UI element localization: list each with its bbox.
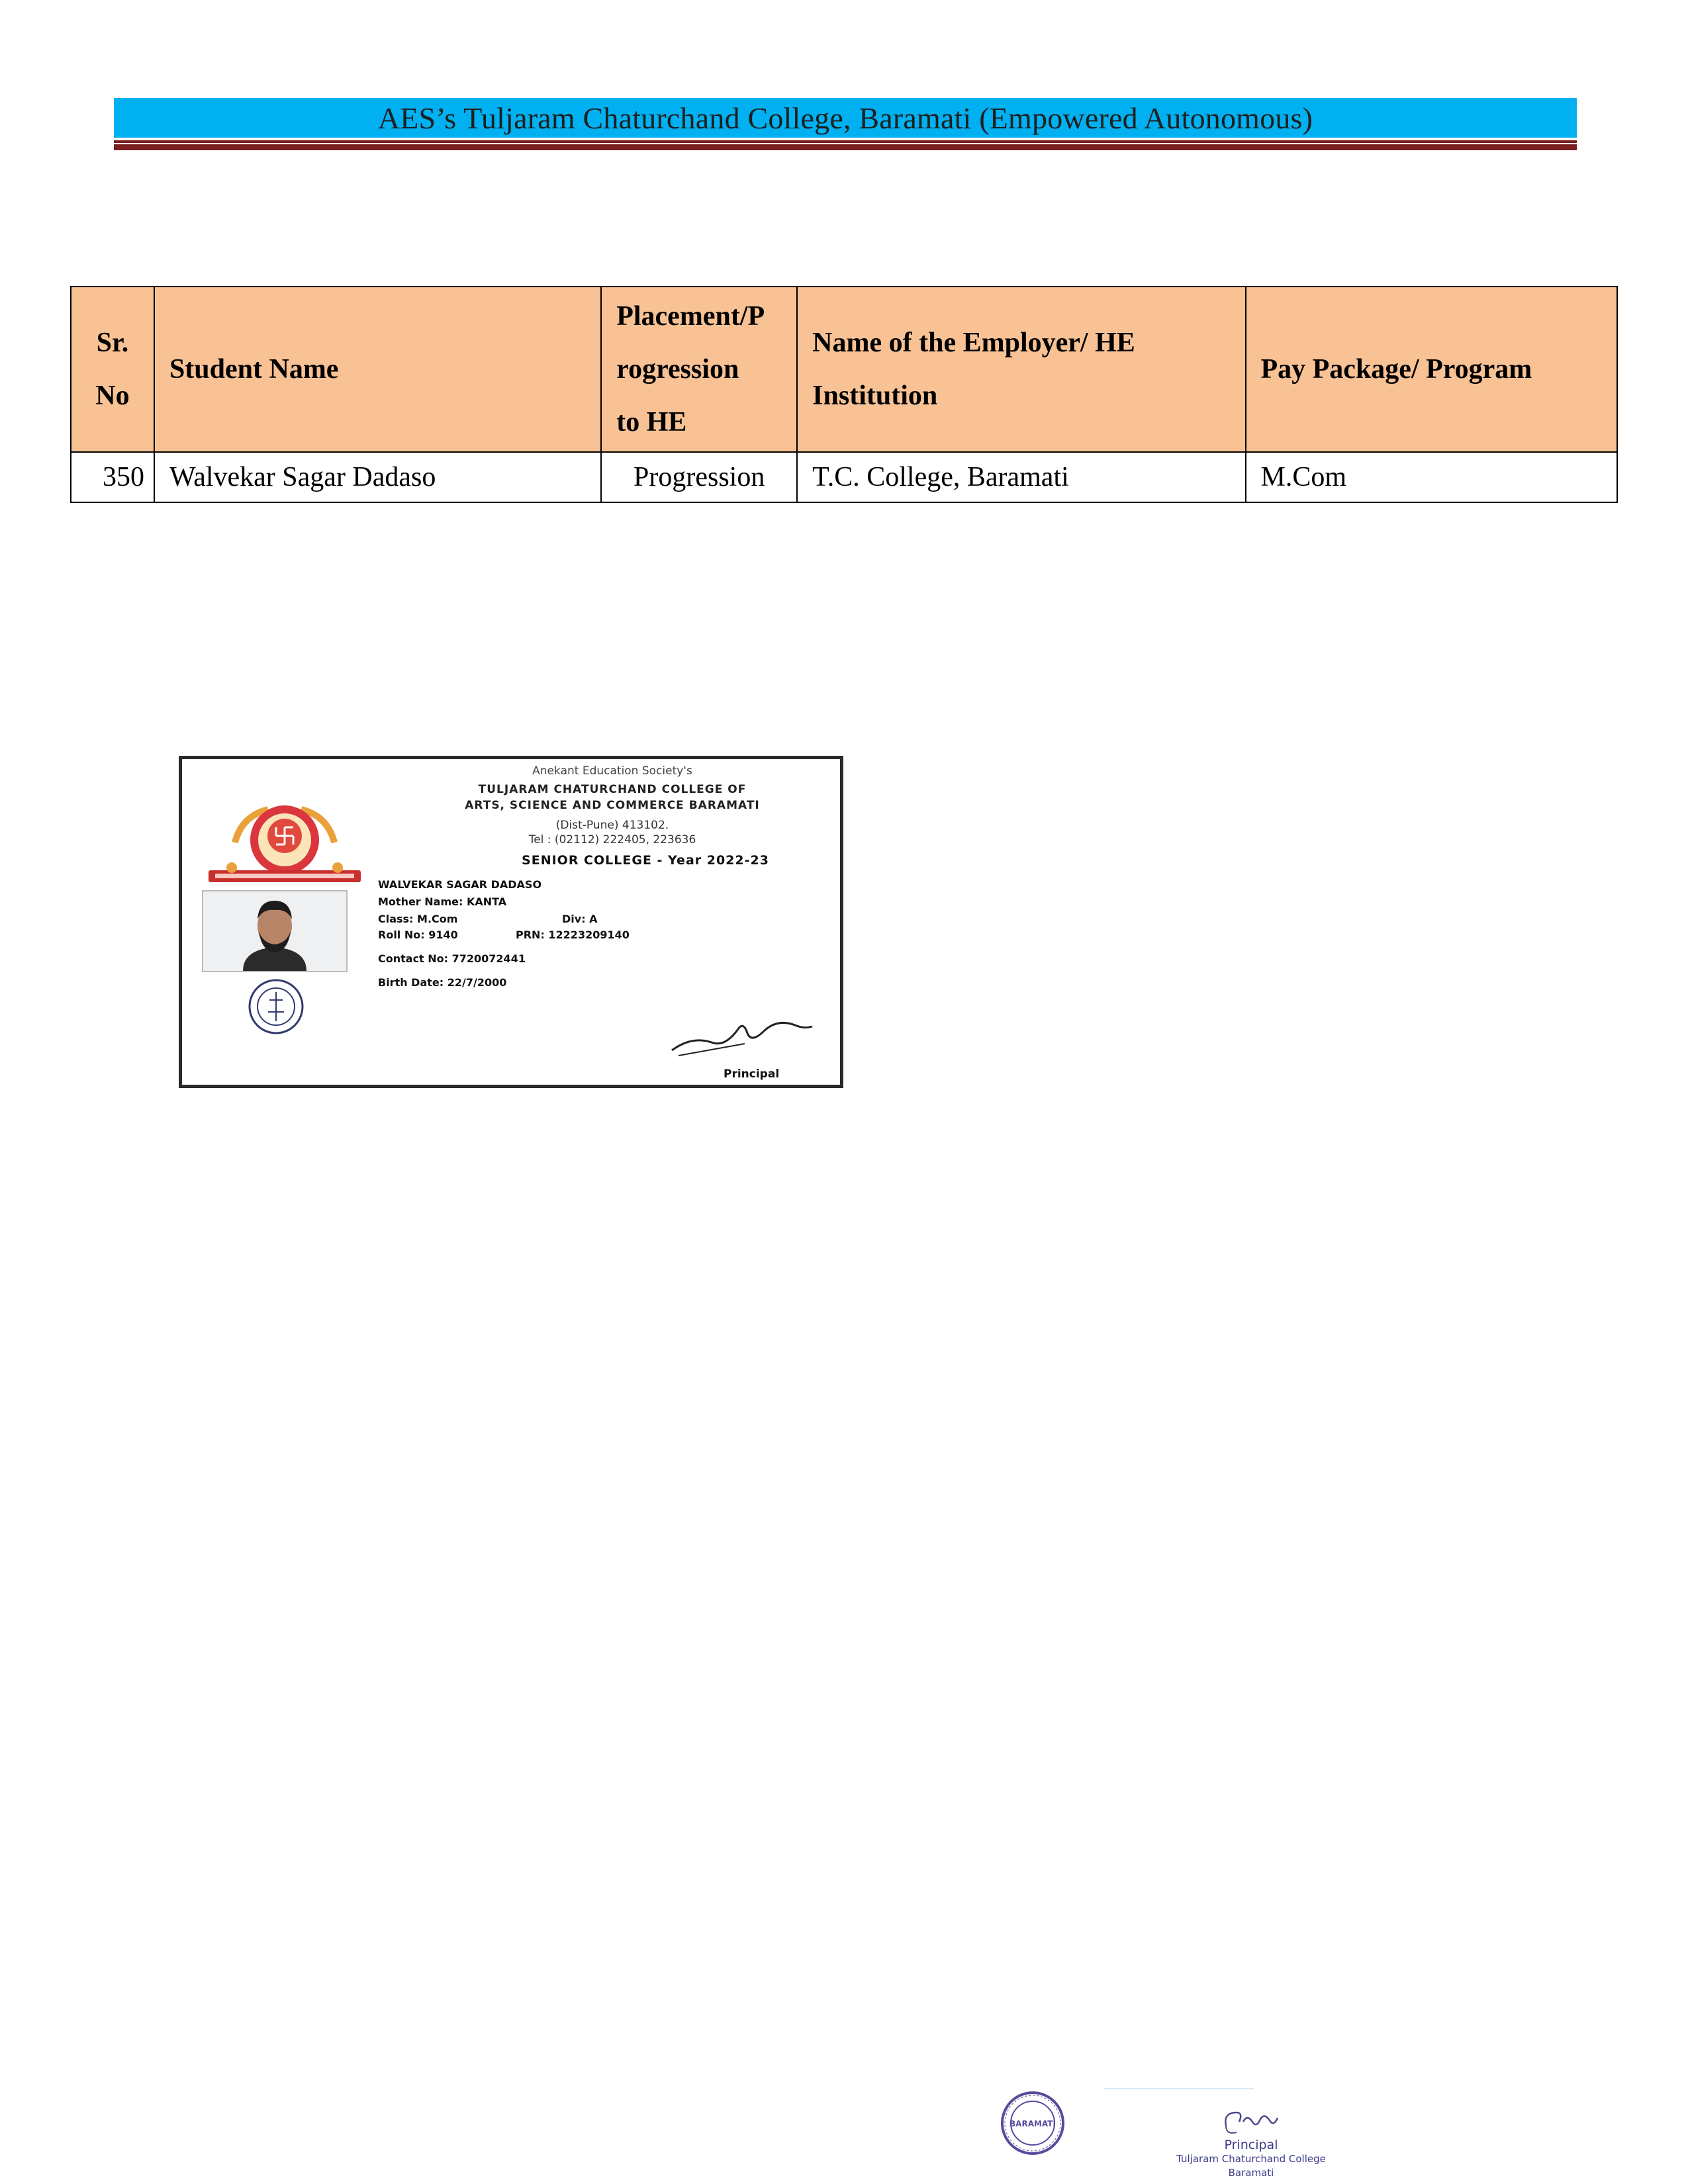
footer-principal: Principal [1224, 2138, 1278, 2152]
footer-college-name: Tuljaram Chaturchand College [1176, 2153, 1326, 2165]
principal-signature-mark-icon [1217, 2106, 1283, 2139]
card-society-name: Anekant Education Society's [532, 764, 692, 778]
header-rule-thick [114, 144, 1577, 150]
header-rule-thin [114, 140, 1577, 143]
card-telephone: Tel : (02112) 222405, 223636 [528, 833, 696, 846]
principal-signature-icon [665, 1009, 818, 1062]
table-row [71, 452, 1617, 502]
card-contact: Contact No: 7720072441 [378, 952, 526, 965]
cell-pay-package: M.Com [1246, 452, 1618, 502]
column-header-sr-no [71, 287, 154, 452]
cell-placement: Progression [601, 452, 797, 502]
college-logo [195, 790, 374, 889]
column-header-employer-line1: Name of the Employer/ HE [812, 328, 1135, 358]
card-roll-no: Roll No: 9140 [378, 929, 458, 941]
card-birth-date: Birth Date: 22/7/2000 [378, 976, 507, 989]
header-title: AES’s Tuljaram Chaturchand College, Baramati (Empowered Autonomous) [377, 101, 1313, 135]
card-student-name: WALVEKAR SAGAR DADASO [378, 878, 542, 891]
placement-table [70, 286, 1618, 503]
card-district: (Dist-Pune) 413102. [555, 819, 669, 832]
column-header-pay-package: Pay Package/ Program [1246, 287, 1618, 452]
student-photo [202, 890, 348, 972]
column-header-employer [797, 287, 1245, 452]
stamp-city: BARAMATI [1009, 2119, 1056, 2128]
college-stamp-icon [1000, 2090, 1066, 2156]
student-id-card [179, 756, 843, 1088]
column-header-sr-line1: Sr. [96, 328, 129, 358]
footer-divider [1104, 2088, 1254, 2089]
cell-sr-no: 350 [71, 452, 154, 502]
column-header-employer-line2: Institution [812, 381, 938, 411]
cell-student-name: Walvekar Sagar Dadaso [154, 452, 601, 502]
card-prn: PRN: 12223209140 [516, 929, 630, 941]
column-header-placement [601, 287, 797, 452]
card-mother-name: Mother Name: KANTA [378, 895, 507, 908]
footer-city: Baramati [1228, 2167, 1274, 2179]
cell-employer: T.C. College, Baramati [797, 452, 1245, 502]
card-division: Div: A [562, 913, 598, 925]
card-college-name-line1: TULJARAM CHATURCHAND COLLEGE OF [478, 783, 747, 796]
column-header-placement-line3: to HE [616, 407, 687, 437]
card-signatory: Principal [724, 1068, 780, 1081]
table-header-row [71, 287, 1617, 452]
column-header-placement-line1: Placement/P [616, 301, 765, 332]
card-seal-icon [247, 978, 305, 1036]
card-college-name-line2: ARTS, SCIENCE AND COMMERCE BARAMATI [465, 799, 760, 812]
column-header-placement-line2: rogression [616, 354, 739, 385]
header-banner [114, 98, 1577, 138]
column-header-student-name: Student Name [154, 287, 601, 452]
card-session: SENIOR COLLEGE - Year 2022-23 [522, 853, 769, 868]
column-header-sr-line2: No [95, 381, 130, 411]
card-class: Class: M.Com [378, 913, 458, 925]
